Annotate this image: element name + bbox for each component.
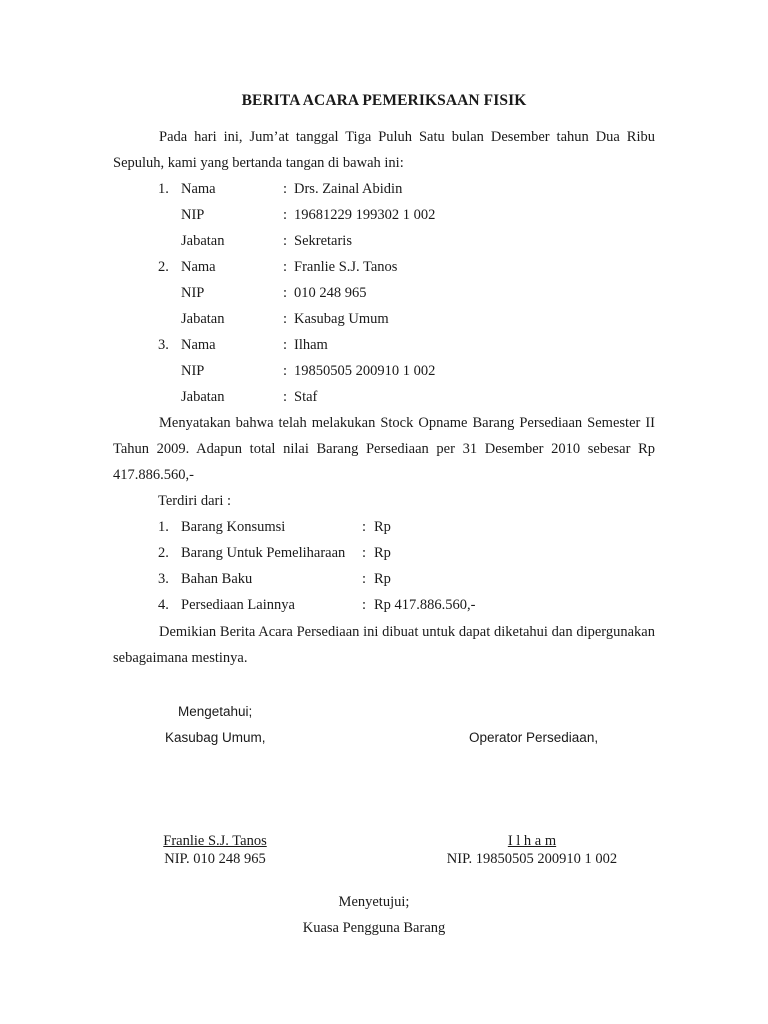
item-row-4 xyxy=(0,596,768,614)
left-signatory-role: Kasubag Umum, xyxy=(165,730,266,745)
person-2-nip-row xyxy=(0,284,768,302)
field-label: NIP xyxy=(181,363,205,379)
acknowledged-label: Mengetahui; xyxy=(178,704,253,719)
approver-role: Kuasa Pengguna Barang xyxy=(302,920,446,936)
right-signatory-name: I l h a m xyxy=(507,833,557,849)
item-row-3 xyxy=(0,570,768,588)
person-3-nip-row xyxy=(0,362,768,380)
field-separator: : xyxy=(283,181,288,197)
item-value: Rp xyxy=(374,545,391,561)
person-3-name-row xyxy=(0,336,768,354)
closing-paragraph: Demikian Berita Acara Persediaan ini dibuat untuk dapat diketahui dan dipergunakan sebagaimana mestinya. xyxy=(113,624,655,666)
field-label: Jabatan xyxy=(181,233,225,249)
field-label: Nama xyxy=(181,259,216,275)
field-value: Franlie S.J. Tanos xyxy=(294,259,398,275)
field-value: Kasubag Umum xyxy=(294,311,389,327)
item-value: Rp 417.886.560,- xyxy=(374,597,476,613)
field-label: NIP xyxy=(181,285,205,301)
person-number: 3. xyxy=(158,337,169,353)
item-label: Barang Konsumsi xyxy=(181,519,286,535)
field-value: 19850505 200910 1 002 xyxy=(294,363,436,379)
right-signatory-role: Operator Persediaan, xyxy=(469,730,599,745)
item-row-2 xyxy=(0,544,768,562)
field-label: Nama xyxy=(181,337,216,353)
consists-of-label: Terdiri dari : xyxy=(158,493,232,509)
person-3-jabatan-row xyxy=(0,388,768,406)
person-1-nip-row xyxy=(0,206,768,224)
left-signatory-name: Franlie S.J. Tanos xyxy=(163,833,267,849)
field-value: Sekretaris xyxy=(294,233,352,249)
field-label: Nama xyxy=(181,181,216,197)
item-separator: : xyxy=(362,519,367,535)
person-2-jabatan-row xyxy=(0,310,768,328)
intro-paragraph: Pada hari ini, Jum’at tanggal Tiga Puluh Satu bulan Desember tahun Dua Ribu Sepuluh, kami yang bertanda tangan di bawah ini: xyxy=(113,129,655,171)
item-separator: : xyxy=(362,597,367,613)
field-label: Jabatan xyxy=(181,311,225,327)
left-signatory-nip: NIP. 010 248 965 xyxy=(164,851,266,867)
item-label: Bahan Baku xyxy=(181,571,253,587)
person-number: 2. xyxy=(158,259,169,275)
field-separator: : xyxy=(283,233,288,249)
field-label: Jabatan xyxy=(181,389,225,405)
item-label: Persediaan Lainnya xyxy=(181,597,295,613)
person-number: 1. xyxy=(158,181,169,197)
field-separator: : xyxy=(283,259,288,275)
item-value: Rp xyxy=(374,519,391,535)
field-separator: : xyxy=(283,389,288,405)
person-2-name-row xyxy=(0,258,768,276)
approved-label: Menyetujui; xyxy=(338,894,410,910)
field-separator: : xyxy=(283,285,288,301)
field-value: Drs. Zainal Abidin xyxy=(294,181,403,197)
field-value: 010 248 965 xyxy=(294,285,367,301)
statement-paragraph: Menyatakan bahwa telah melakukan Stock Opname Barang Persediaan Semester II Tahun 2009. Adapun total nilai Barang Persediaan per 31 Desember 2010 sebesar Rp 417.886.560,- xyxy=(113,415,655,483)
field-value: 19681229 199302 1 002 xyxy=(294,207,436,223)
person-1-name-row xyxy=(0,180,768,198)
item-number: 4. xyxy=(158,597,169,613)
item-row-1 xyxy=(0,518,768,536)
field-separator: : xyxy=(283,311,288,327)
item-label: Barang Untuk Pemeliharaan xyxy=(181,545,346,561)
person-1-jabatan-row xyxy=(0,232,768,250)
field-separator: : xyxy=(283,363,288,379)
item-separator: : xyxy=(362,571,367,587)
item-number: 2. xyxy=(158,545,169,561)
item-value: Rp xyxy=(374,571,391,587)
document-title: BERITA ACARA PEMERIKSAAN FISIK xyxy=(241,92,527,109)
field-separator: : xyxy=(283,207,288,223)
item-separator: : xyxy=(362,545,367,561)
field-value: Ilham xyxy=(294,337,328,353)
field-separator: : xyxy=(283,337,288,353)
right-signatory-nip: NIP. 19850505 200910 1 002 xyxy=(446,851,618,867)
field-value: Staf xyxy=(294,389,318,405)
item-number: 3. xyxy=(158,571,169,587)
field-label: NIP xyxy=(181,207,205,223)
item-number: 1. xyxy=(158,519,169,535)
